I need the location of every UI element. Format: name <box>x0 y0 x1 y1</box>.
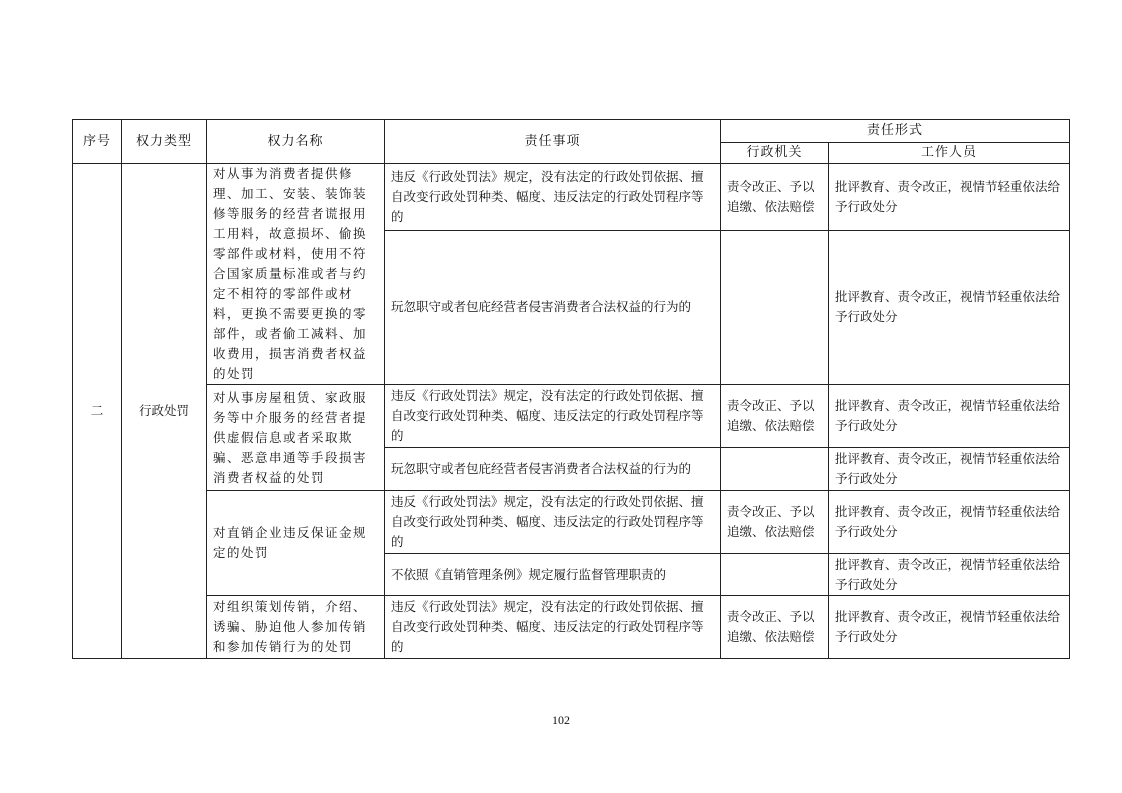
duty-cell: 玩忽职守或者包庇经营者侵害消费者合法权益的行为的 <box>385 448 721 491</box>
staff-form-cell: 批评教育、责令改正，视情节轻重依法给予行政处分 <box>829 491 1070 554</box>
agency-form-cell-empty <box>721 448 829 491</box>
agency-form-cell: 责令改正、予以追缴、依法赔偿 <box>721 164 829 231</box>
table-row <box>73 164 1070 231</box>
duty-cell: 违反《行政处罚法》规定，没有法定的行政处罚依据、擅自改变行政处罚种类、幅度、违反法定的行政处罚程序等的 <box>385 385 721 448</box>
agency-form-cell-empty <box>721 230 829 384</box>
header-power-type: 权力类型 <box>122 120 207 164</box>
header-form: 责任形式 <box>721 120 1070 143</box>
power-name-cell: 对从事房屋租赁、家政服务等中介服务的经营者提供虚假信息或者采取欺骗、恶意串通等手段损害消费者权益的处罚 <box>207 385 385 491</box>
header-agency: 行政机关 <box>721 143 829 164</box>
header-row <box>73 120 1070 143</box>
responsibility-table <box>72 119 1070 659</box>
agency-form-cell: 责令改正、予以追缴、依法赔偿 <box>721 491 829 554</box>
staff-form-cell: 批评教育、责令改正，视情节轻重依法给予行政处分 <box>829 554 1070 596</box>
staff-form-cell: 批评教育、责令改正，视情节轻重依法给予行政处分 <box>829 596 1070 659</box>
duty-cell: 玩忽职守或者包庇经营者侵害消费者合法权益的行为的 <box>385 230 721 384</box>
duty-cell: 违反《行政处罚法》规定，没有法定的行政处罚依据、擅自改变行政处罚种类、幅度、违反法定的行政处罚程序等的 <box>385 596 721 659</box>
page-number: 102 <box>552 713 570 727</box>
staff-form-cell: 批评教育、责令改正，视情节轻重依法给予行政处分 <box>829 230 1070 384</box>
agency-form-cell: 责令改正、予以追缴、依法赔偿 <box>721 596 829 659</box>
header-staff: 工作人员 <box>829 143 1070 164</box>
duty-cell: 违反《行政处罚法》规定，没有法定的行政处罚依据、擅自改变行政处罚种类、幅度、违反法定的行政处罚程序等的 <box>385 491 721 554</box>
header-seq: 序号 <box>73 120 122 164</box>
power-name-cell: 对从事为消费者提供修理、加工、安装、装饰装修等服务的经营者谎报用工用料，故意损坏、偷换零部件或材料，使用不符合国家质量标准或者与约定不相符的零部件或材料，更换不需要更换的零部件，或者偷工减料、加收费用，损害消费者权益的处罚 <box>207 164 385 385</box>
table-row <box>73 596 1070 659</box>
duty-cell: 违反《行政处罚法》规定，没有法定的行政处罚依据、擅自改变行政处罚种类、幅度、违反法定的行政处罚程序等的 <box>385 164 721 231</box>
agency-form-cell: 责令改正、予以追缴、依法赔偿 <box>721 385 829 448</box>
seq-cell: 二 <box>73 164 122 659</box>
table-row <box>73 385 1070 448</box>
staff-form-cell: 批评教育、责令改正，视情节轻重依法给予行政处分 <box>829 385 1070 448</box>
staff-form-cell: 批评教育、责令改正，视情节轻重依法给予行政处分 <box>829 448 1070 491</box>
table-row <box>73 491 1070 554</box>
header-duty: 责任事项 <box>385 120 721 164</box>
power-name-cell: 对组织策划传销，介绍、诱骗、胁迫他人参加传销和参加传销行为的处罚 <box>207 596 385 659</box>
power-type-cell: 行政处罚 <box>122 164 207 659</box>
agency-form-cell-empty <box>721 554 829 596</box>
header-power-name: 权力名称 <box>207 120 385 164</box>
duty-cell: 不依照《直销管理条例》规定履行监督管理职责的 <box>385 554 721 596</box>
staff-form-cell: 批评教育、责令改正，视情节轻重依法给予行政处分 <box>829 164 1070 231</box>
power-name-cell: 对直销企业违反保证金规定的处罚 <box>207 491 385 596</box>
